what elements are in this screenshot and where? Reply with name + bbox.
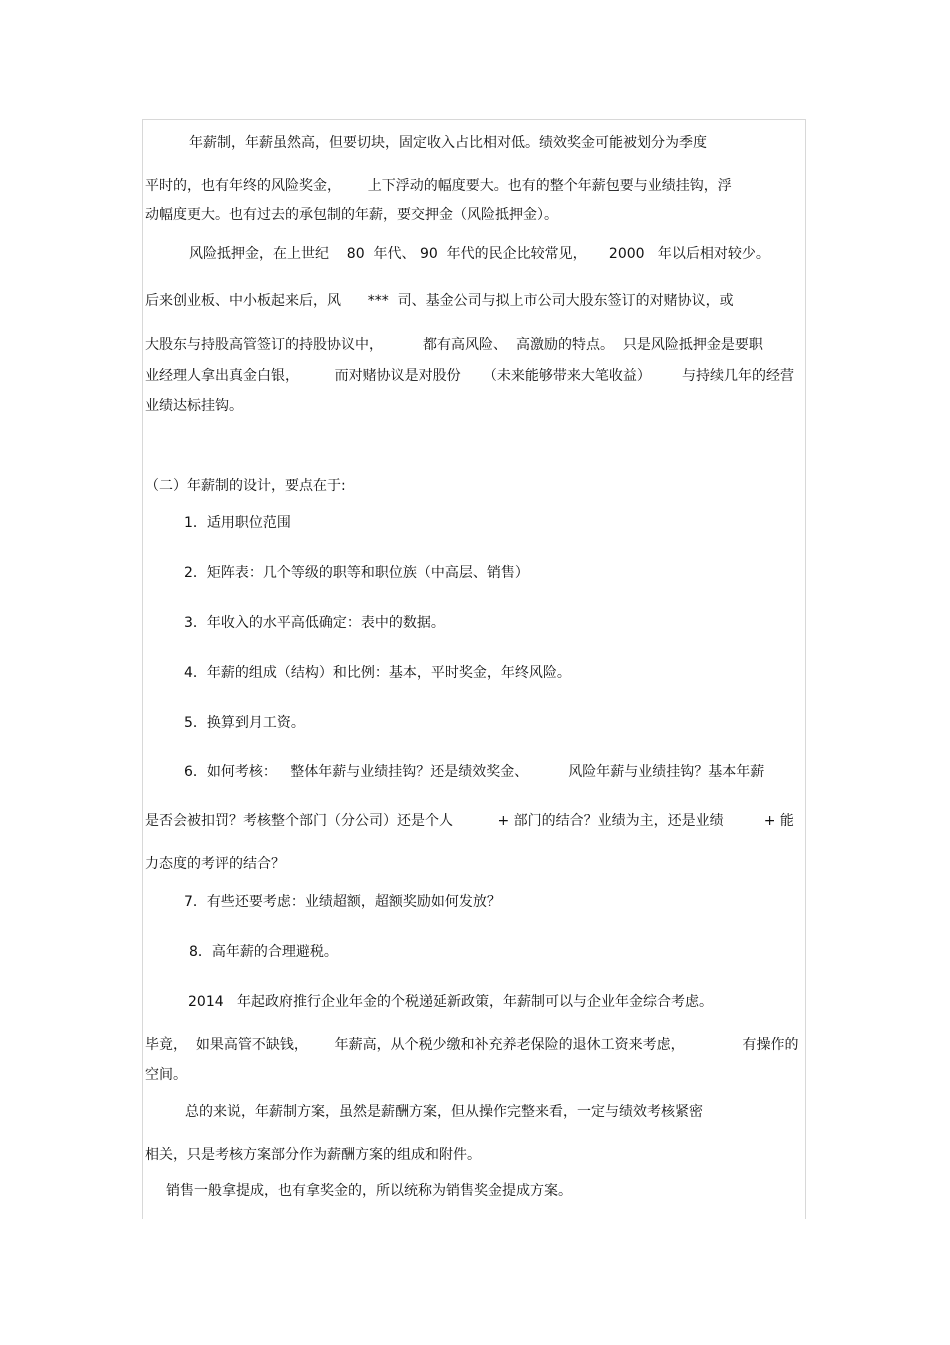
list-item: 8．高年薪的合理避税。	[189, 944, 338, 960]
list-item: 4．年薪的组成（结构）和比例：基本，平时奖金，年终风险。	[184, 665, 571, 681]
list-item: 3．年收入的水平高低确定：表中的数据。	[184, 615, 445, 631]
paragraph-line: 动幅度更大。也有过去的承包制的年薪，要交押金（风险抵押金）。	[145, 207, 558, 223]
paragraph-line: 大股东与持股高管签订的持股协议中， 都有高风险、 高激励的特点。 只是风险抵押金是要职	[145, 337, 763, 353]
paragraph-line: 毕竟， 如果高管不缺钱， 年薪高，从个税少缴和补充养老保险的退休工资来考虑， 有操作的	[145, 1037, 799, 1053]
paragraph-line: 销售一般拿提成，也有拿奖金的，所以统称为销售奖金提成方案。	[166, 1183, 572, 1199]
list-item: 1．适用职位范围	[184, 515, 291, 531]
list-item: 2．矩阵表：几个等级的职等和职位族（中高层、销售）	[184, 565, 529, 581]
list-item: 6．如何考核： 整体年薪与业绩挂钩？还是绩效奖金、 风险年薪与业绩挂钩？基本年薪	[184, 764, 765, 780]
paragraph-line: 业绩达标挂钩。	[145, 398, 243, 414]
paragraph-line: 力态度的考评的结合？	[145, 856, 285, 872]
paragraph-line: 平时的，也有年终的风险奖金， 上下浮动的幅度要大。也有的整个年薪包要与业绩挂钩，浮	[145, 178, 732, 194]
list-item: 7．有些还要考虑：业绩超额，超额奖励如何发放？	[184, 894, 501, 910]
paragraph-line: 相关，只是考核方案部分作为薪酬方案的组成和附件。	[145, 1147, 481, 1163]
paragraph-line: 年薪制，年薪虽然高，但要切块，固定收入占比相对低。绩效奖金可能被划分为季度	[189, 135, 707, 151]
section-heading: （二）年薪制的设计，要点在于:	[145, 478, 346, 494]
paragraph-line: 空间。	[145, 1067, 187, 1083]
paragraph-line: 业经理人拿出真金白银， 而对赌协议是对股份 （未来能够带来大笔收益） 与持续几年的经营	[145, 368, 795, 384]
paragraph-line: 2014 年起政府推行企业年金的个税递延新政策，年薪制可以与企业年金综合考虑。	[188, 994, 713, 1010]
paragraph-line: 风险抵押金，在上世纪 80 年代、 90 年代的民企比较常见， 2000 年以后相对较少。	[189, 246, 770, 262]
paragraph-line: 后来创业板、中小板起来后，风 *** 司、基金公司与拟上市公司大股东签订的对赌协议，或	[145, 293, 734, 309]
list-item: 5．换算到月工资。	[184, 715, 305, 731]
paragraph-line: 是否会被扣罚？考核整个部门（分公司）还是个人 + 部门的结合？业绩为主，还是业绩 + 能	[145, 813, 794, 829]
paragraph-line: 总的来说，年薪制方案，虽然是薪酬方案，但从操作完整来看，一定与绩效考核紧密	[185, 1104, 703, 1120]
